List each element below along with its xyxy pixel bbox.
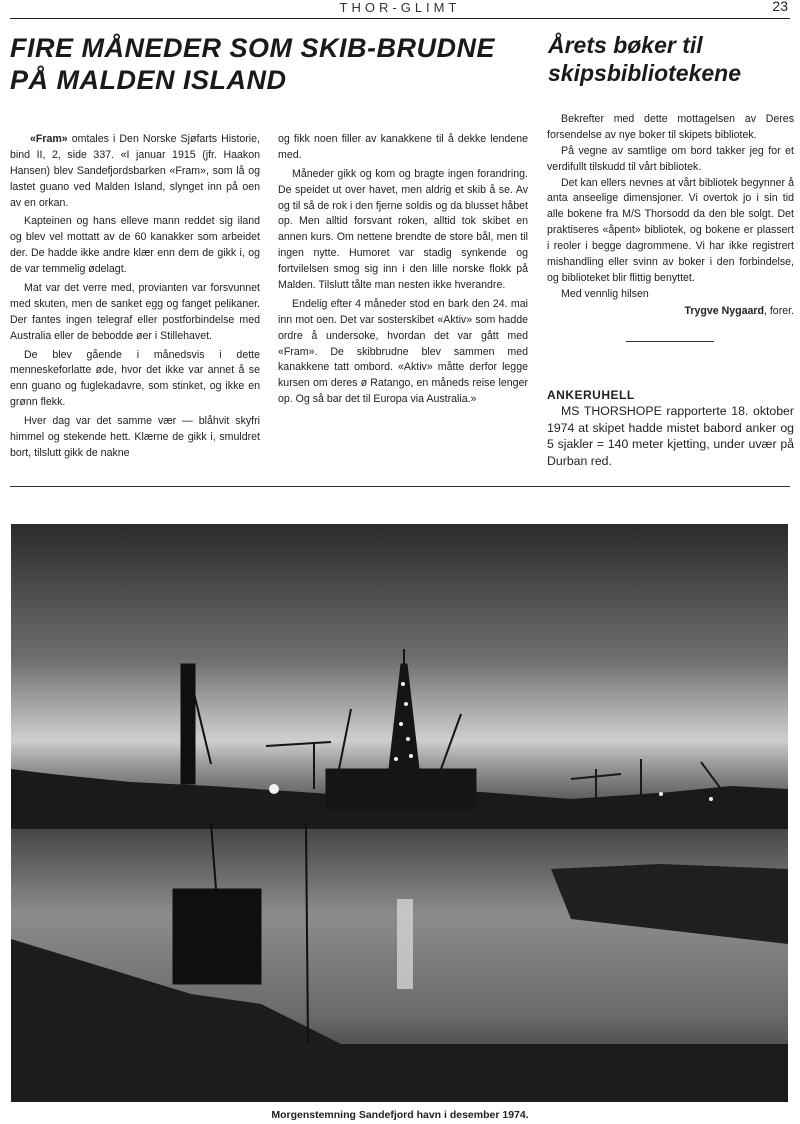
article-paragraph: Mat var det verre med, provianten var forsvunnet med skuten, men de sanket egg og fanget pelikaner. Der fantes ingen telegraf eller postforbindelse med Australia eller de bebodde øer i Stillehavet. xyxy=(10,282,260,342)
main-article-column-2 xyxy=(278,132,528,411)
article-paragraph: og fikk noen filler av kanakkene til å dekke lendene med. xyxy=(278,133,528,161)
article-paragraph: På vegne av samtlige om bord takker jeg for et verdifullt tilskudd til vårt bibliotek. xyxy=(547,144,794,173)
harbor-night-photo xyxy=(11,524,788,1102)
page-header xyxy=(10,0,790,19)
article-paragraph: De blev gående i månedsvis i dette menneskeforlatte øde, hvor det ikke var annet å se enn guano og fuglekadavre, som stinket, og ikke en grønn flekk. xyxy=(10,348,260,409)
lead-bold-text: «Fram» xyxy=(30,133,68,145)
section-divider xyxy=(10,486,790,487)
side-headline: Årets bøker til skipsbibliotekene xyxy=(548,32,742,86)
paragraph-text: omtales i Den Norske Sjøfarts Historie, bind II, 2, side 337. «I januar 1915 (jfr. Haakon Hansen) blev Sandefjordsbarken «Fram», som lå og lastet guano ved Malden Island, slynget inn på oen av en orkan. xyxy=(10,133,260,209)
article-paragraph: Det kan ellers nevnes at vårt bibliotek begynner å anta anseelige dimensjoner. Vi overtok jo i sin tid alle bokene fra M/S Thorsodd da den ble solgt. Det praktiseres «åpent» bibliotek, og bokene er plassert i reoler i begge dagrommene. Vi har ikke registrert mishandling eller svinn av boker i den forbindelse, og biblioteket blir flittig benyttet. xyxy=(547,176,794,284)
ankeruhell-body xyxy=(547,403,794,469)
article-paragraph: Kapteinen og hans elleve mann reddet sig iland og blev vel mottatt av de 60 kanakker som arbeidet der. De hadde ikke andre klær enn dem de gikk i, og de var temmelig ødelagt. xyxy=(10,215,260,276)
main-article-column-1 xyxy=(10,132,260,465)
ankeruhell-heading: ANKERUHELL xyxy=(547,388,635,402)
article-paragraph: Endelig efter 4 måneder stod en bark den 24. mai inn mot oen. Det var sosterskibet «Aktiv» som hadde ordre å undersoke, hvordan det var gått med «Fram». De skibbrudne blev sammen med kanakkene tatt ombord. «Aktiv» måtte derfor legge kursen om deres ø Ratango, en måneds reise lenger op. Og så bar det til Europa via Australia.» xyxy=(278,297,528,406)
photo-caption: Morgenstemning Sandefjord havn i desember 1974. xyxy=(271,1109,529,1121)
greeting: Med vennlig hilsen xyxy=(561,287,649,300)
running-title: THOR-GLIMT xyxy=(339,0,461,15)
harbor-photo-illustration xyxy=(11,524,788,1102)
signature xyxy=(547,304,794,320)
main-headline: FIRE MÅNEDER SOM SKIB-BRUDNE PÅ MALDEN ISLAND xyxy=(10,33,496,96)
ankeruhell-text: MS THORSHOPE rapporterte 18. oktober 1974 at skipet hadde mistet babord anker og 5 sjakler = 140 meter kjetting, under uvær på Durban red. xyxy=(547,404,794,468)
signature-title: , forer. xyxy=(763,304,794,317)
side-article-column xyxy=(547,112,794,320)
page-number: 23 xyxy=(772,0,788,14)
article-paragraph: Hver dag var det samme vær — blåhvit skyfri himmel og stekende hett. Klærne de gikk i, smuldret bort, tilslutt gikk de nakne xyxy=(10,415,260,459)
signature-name: Trygve Nygaard xyxy=(684,304,764,317)
article-paragraph xyxy=(10,132,260,211)
signature-rule xyxy=(626,341,714,342)
article-paragraph: Måneder gikk og kom og bragte ingen forandring. De speidet ut over havet, men aldrig et skib å se. Av og til så de rok i den fjerne soldis og da blusset håbet op. Men alltid forsvant roken, alltid tok skibet en annen kurs. Om nettene brendte de store bål, men til ingen nytte. Humoret var stadig synkende og fortvilelsen smog sig inn i den lille norske flokk på Malden. Tilslutt tålte man nesten ikke hverandre. xyxy=(278,167,528,292)
article-paragraph: Bekrefter med dette mottagelsen av Deres forsendelse av nye boker til skipets bibliotek. xyxy=(547,113,794,141)
